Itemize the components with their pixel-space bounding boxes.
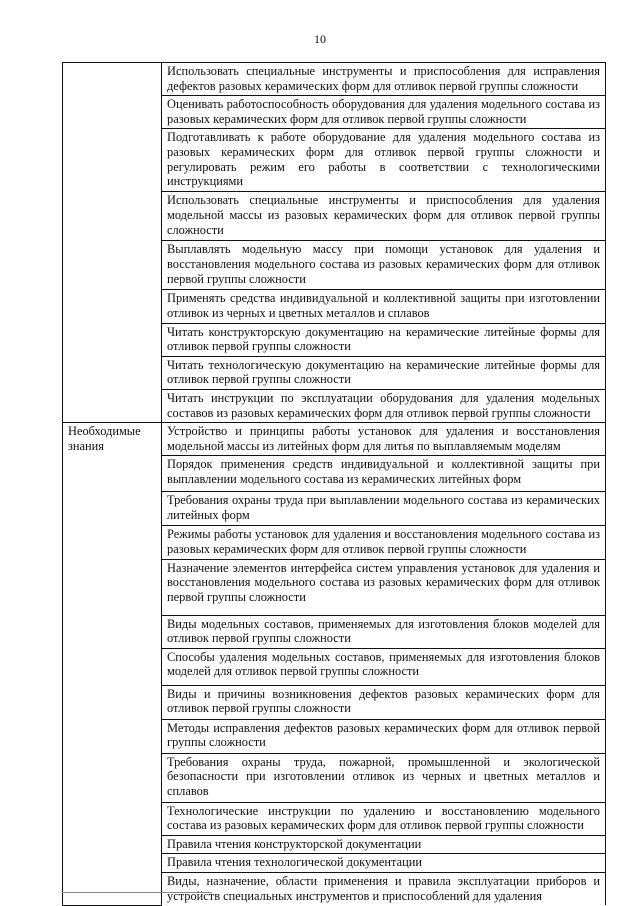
- knowledge-item: Виды, назначение, области применения и правила эксплуатации приборов и устройств специальных инструментов и приспособлений для удаления: [162, 873, 606, 906]
- skill-item: Читать конструкторскую документацию на керамические литейные формы для отливок первой группы сложности: [162, 323, 606, 356]
- knowledge-item: Виды модельных составов, применяемых для изготовления блоков моделей для отливок первой группы сложности: [162, 615, 606, 648]
- knowledge-label: Необходимые знания: [63, 423, 162, 906]
- knowledge-item: Требования охраны труда, пожарной, промышленной и экологической безопасности при изготовлении отливок из черных и цветных металлов и сплавов: [162, 753, 606, 802]
- knowledge-item: Назначение элементов интерфейса систем управления установок для удаления и восстановления модельного состава из разовых керамических форм для отливок первой группы сложности: [162, 559, 606, 615]
- table-row: [63, 423, 606, 456]
- skill-item: Читать технологическую документацию на керамические литейные формы для отливок первой группы сложности: [162, 356, 606, 389]
- competency-table: [62, 62, 606, 906]
- knowledge-item: Требования охраны труда при выплавлении модельного состава из керамических литейных форм: [162, 492, 606, 526]
- knowledge-item: Устройство и принципы работы установок для удаления и восстановления модельной массы из литейных форм для литья по выплавляемым моделям: [162, 423, 606, 456]
- page-number: 10: [314, 32, 326, 46]
- knowledge-item: Порядок применения средств индивидуальной и коллективной защиты при выплавлении модельного состава из керамических литейных форм: [162, 456, 606, 492]
- knowledge-item: Виды и причины возникновения дефектов разовых керамических форм для отливок первой группы сложности: [162, 685, 606, 719]
- skill-item: Применять средства индивидуальной и коллективной защиты при изготовлении отливок из черных и цветных металлов и сплавов: [162, 290, 606, 323]
- knowledge-item: Правила чтения технологической документации: [162, 854, 606, 873]
- skills-label-cell: [63, 63, 162, 423]
- skill-item: Использовать специальные инструменты и приспособления для исправления дефектов разовых керамических форм для отливок первой группы сложности: [162, 63, 606, 96]
- knowledge-item: Способы удаления модельных составов, применяемых для изготовления блоков моделей для отливок первой группы сложности: [162, 648, 606, 685]
- skill-item: Читать инструкции по эксплуатации оборудования для удаления модельных составов из разовых керамических форм для отливок первой группы сложности: [162, 389, 606, 422]
- skill-item: Подготавливать к работе оборудование для удаления модельного состава из разовых керамических форм для отливок первой группы сложности и регулировать режим его работы в соответствии с технологическими инструкциями: [162, 129, 606, 192]
- skill-item: Выплавлять модельную массу при помощи установок для удаления и восстановления модельного состава из разовых керамических форм для отливок первой группы сложности: [162, 241, 606, 290]
- table-row: [63, 63, 606, 96]
- knowledge-item: Правила чтения конструкторской документации: [162, 835, 606, 854]
- knowledge-item: Режимы работы установок для удаления и восстановления модельного состава из разовых керамических форм для отливок первой группы сложности: [162, 526, 606, 559]
- skill-item: Оценивать работоспособность оборудования для удаления модельного состава из разовых керамических форм для отливок первой группы сложности: [162, 96, 606, 129]
- skill-item: Использовать специальные инструменты и приспособления для удаления модельной массы из разовых керамических форм для отливок первой группы сложности: [162, 192, 606, 241]
- footnote-separator: [62, 892, 212, 893]
- knowledge-item: Методы исправления дефектов разовых керамических форм для отливок первой группы сложности: [162, 719, 606, 753]
- knowledge-item: Технологические инструкции по удалению и восстановлению модельного состава из разовых керамических форм для отливок первой группы сложности: [162, 802, 606, 835]
